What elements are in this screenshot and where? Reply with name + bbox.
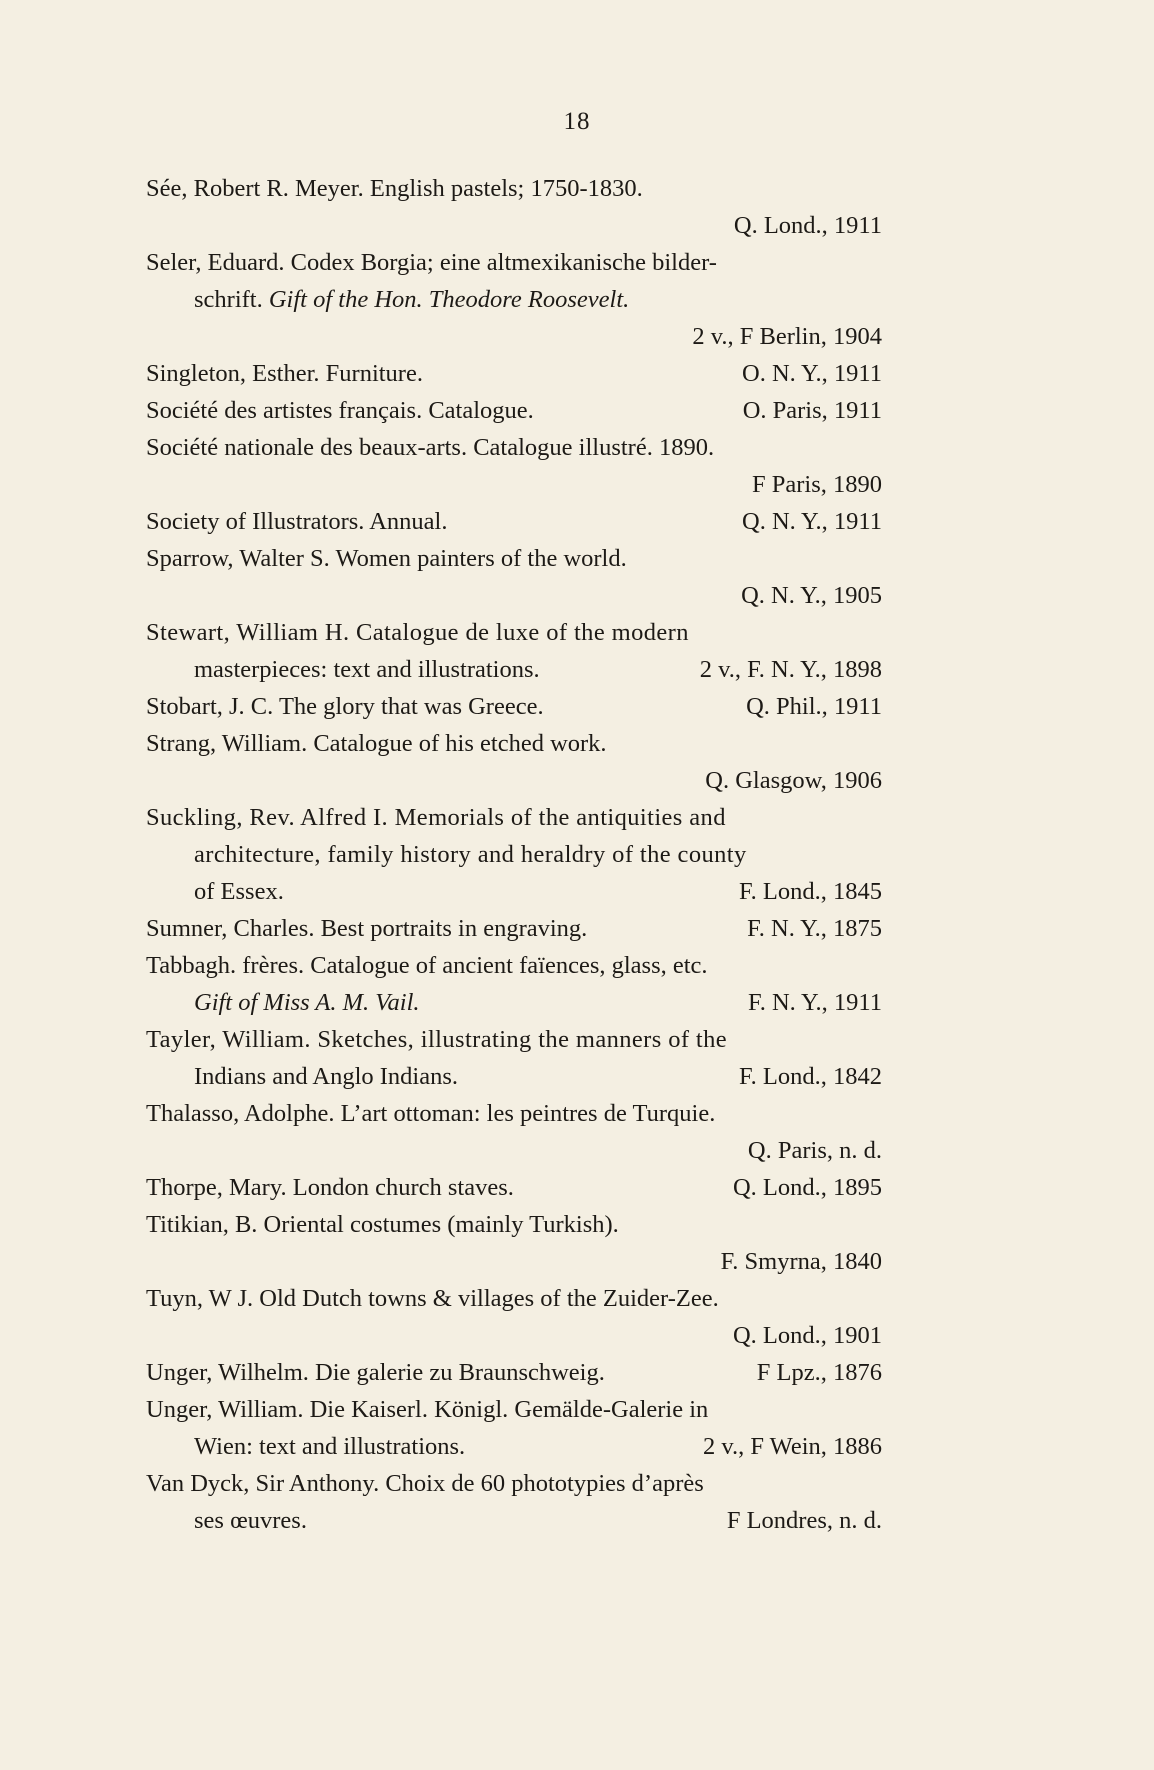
entry-text: of Essex. — [194, 878, 284, 905]
entry-imprint: 2 v., F Berlin, 1904 — [692, 323, 882, 350]
entry-line — [146, 984, 882, 1021]
entry-line — [146, 540, 882, 577]
entry-imprint: Q. Phil., 1911 — [746, 693, 882, 720]
entry-line — [146, 688, 882, 725]
entry-gift-note: Gift of the Hon. Theodore Roosevelt. — [268, 286, 630, 313]
bibliography-entry — [146, 725, 882, 799]
bibliography-entry — [146, 1354, 882, 1391]
entry-line — [146, 1058, 882, 1095]
entry-imprint: F Lpz., 1876 — [756, 1359, 882, 1386]
bibliography-entry — [146, 910, 882, 947]
bibliography-entry — [146, 355, 882, 392]
entry-imprint: F. Smyrna, 1840 — [720, 1248, 882, 1275]
entry-imprint: Q. Paris, n. d. — [747, 1137, 882, 1164]
entry-text: Sée, Robert R. Meyer. English pastels; 1750-1830. — [146, 175, 643, 202]
entry-line — [146, 762, 882, 799]
bibliography-entry — [146, 1280, 882, 1354]
entry-text: Seler, Eduard. Codex Borgia; eine altmexikanische bilder- — [146, 249, 717, 276]
entry-line — [146, 1169, 882, 1206]
entry-line — [146, 1021, 882, 1058]
entry-line — [146, 1428, 882, 1465]
entry-line — [146, 1206, 882, 1243]
entry-line — [146, 651, 882, 688]
entry-line — [146, 466, 882, 503]
entry-text: Tuyn, W J. Old Dutch towns & villages of the Zuider-Zee. — [146, 1285, 719, 1312]
bibliography-entry — [146, 1206, 882, 1280]
entry-line — [146, 799, 882, 836]
entry-line — [146, 355, 882, 392]
bibliography-entry — [146, 1169, 882, 1206]
entry-line — [146, 1243, 882, 1280]
page-number: 18 — [563, 108, 591, 135]
entry-text: Sumner, Charles. Best portraits in engraving. — [146, 915, 588, 942]
entry-text: Stobart, J. C. The glory that was Greece. — [146, 693, 544, 720]
entry-imprint: 2 v., F Wein, 1886 — [702, 1433, 882, 1460]
entry-line — [146, 873, 882, 910]
entry-imprint: F. Lond., 1842 — [738, 1063, 882, 1090]
bibliography-entry — [146, 1095, 882, 1169]
entry-line — [146, 207, 882, 244]
entry-text: masterpieces: text and illustrations. — [194, 656, 540, 683]
bibliography-entry — [146, 429, 882, 503]
bibliography-entry — [146, 1021, 882, 1095]
entry-line — [146, 244, 882, 281]
entry-line — [146, 1465, 882, 1502]
entry-line — [146, 281, 882, 318]
entry-imprint: F. Lond., 1845 — [738, 878, 882, 905]
bibliography-entry — [146, 799, 882, 910]
entry-imprint: Q. Lond., 1895 — [732, 1174, 882, 1201]
entry-text: Société nationale des beaux-arts. Catalogue illustré. 1890. — [146, 434, 715, 461]
bibliography-entry — [146, 392, 882, 429]
bibliography-entry — [146, 947, 882, 1021]
entry-line — [146, 1354, 882, 1391]
entry-imprint: F. N. Y., 1911 — [748, 989, 882, 1016]
entry-gift-note: Gift of Miss A. M. Vail. — [194, 989, 420, 1016]
entry-text: Van Dyck, Sir Anthony. Choix de 60 phototypies d’après — [146, 1470, 704, 1497]
entry-line — [146, 1391, 882, 1428]
entry-line — [146, 318, 882, 355]
entry-imprint: Q. Glasgow, 1906 — [705, 767, 882, 794]
entry-imprint: Q. N. Y., 1905 — [741, 582, 882, 609]
entry-imprint: F Londres, n. d. — [726, 1507, 882, 1534]
entry-text: Indians and Anglo Indians. — [194, 1063, 459, 1090]
entry-line — [146, 836, 882, 873]
bibliography-entry — [146, 614, 882, 688]
entry-line — [146, 1280, 882, 1317]
entry-text: Singleton, Esther. Furniture. — [146, 360, 423, 387]
entry-text: Suckling, Rev. Alfred I. Memorials of the antiquities and — [146, 804, 726, 831]
bibliography-entry — [146, 688, 882, 725]
entry-imprint: F. N. Y., 1875 — [747, 915, 882, 942]
entry-imprint: Q. Lond., 1911 — [733, 212, 882, 239]
entry-text: Wien: text and illustrations. — [194, 1433, 466, 1460]
bibliography-entry — [146, 1391, 882, 1465]
entry-line — [146, 1132, 882, 1169]
entry-text: ses œuvres. — [194, 1507, 307, 1534]
entry-line — [146, 429, 882, 466]
bibliography-entry — [146, 170, 882, 244]
entry-text: Thalasso, Adolphe. L’art ottoman: les peintres de Turquie. — [146, 1100, 716, 1127]
entry-line — [146, 392, 882, 429]
bibliography-entry — [146, 244, 882, 355]
bibliography-list — [146, 170, 882, 1539]
bibliography-entry — [146, 1465, 882, 1539]
entry-imprint: O. N. Y., 1911 — [742, 360, 882, 387]
entry-line — [146, 1095, 882, 1132]
entry-text: Society of Illustrators. Annual. — [146, 508, 448, 535]
entry-text — [146, 984, 420, 1021]
entry-line — [146, 503, 882, 540]
entry-line — [146, 577, 882, 614]
entry-text: Société des artistes français. Catalogue. — [146, 397, 534, 424]
entry-line — [146, 725, 882, 762]
entry-line — [146, 910, 882, 947]
entry-text: Tayler, William. Sketches, illustrating the manners of the — [146, 1026, 728, 1053]
entry-text: Unger, Wilhelm. Die galerie zu Braunschweig. — [146, 1359, 605, 1386]
entry-line — [146, 1317, 882, 1354]
entry-imprint: F Paris, 1890 — [751, 471, 882, 498]
entry-text: Stewart, William H. Catalogue de luxe of the modern — [146, 619, 689, 646]
entry-imprint: Q. Lond., 1901 — [732, 1322, 882, 1349]
entry-line — [146, 170, 882, 207]
entry-text: Thorpe, Mary. London church staves. — [146, 1174, 514, 1201]
entry-text: Sparrow, Walter S. Women painters of the world. — [146, 545, 627, 572]
bibliography-entry — [146, 540, 882, 614]
entry-line — [146, 1502, 882, 1539]
entry-imprint: O. Paris, 1911 — [742, 397, 882, 424]
entry-line — [146, 614, 882, 651]
entry-line — [146, 947, 882, 984]
entry-text: Strang, William. Catalogue of his etched work. — [146, 730, 607, 757]
entry-text: Tabbagh. frères. Catalogue of ancient faïences, glass, etc. — [146, 952, 708, 979]
entry-text: architecture, family history and heraldry of the county — [194, 841, 747, 868]
entry-text: Titikian, B. Oriental costumes (mainly Turkish). — [146, 1211, 619, 1238]
entry-imprint: Q. N. Y., 1911 — [742, 508, 882, 535]
bibliography-entry — [146, 503, 882, 540]
entry-text: Unger, William. Die Kaiserl. Königl. Gemälde-Galerie in — [146, 1396, 709, 1423]
entry-imprint: 2 v., F. N. Y., 1898 — [699, 656, 882, 683]
entry-text: schrift. Gift of the Hon. Theodore Roosevelt. — [194, 286, 630, 313]
